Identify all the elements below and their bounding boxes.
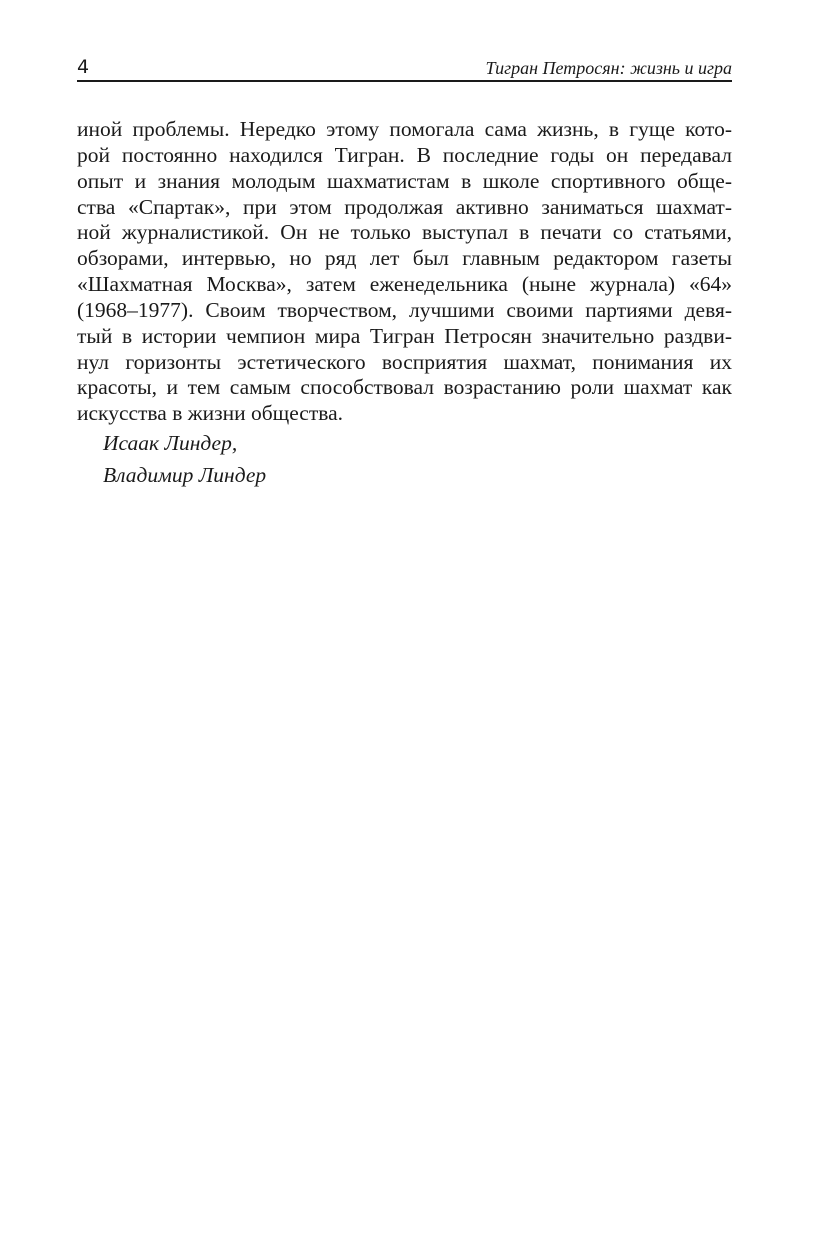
text-line: ной журналистикой. Он не только выступал в печати со статьями, xyxy=(77,220,732,245)
text-line: иной проблемы. Нередко этому помогала сама жизнь, в гуще кото- xyxy=(77,117,732,141)
body-text xyxy=(77,117,732,427)
text-line: опыт и знания молодым шахматистам в школе спортивного обще- xyxy=(77,168,732,193)
text-line: красоты, и тем самым способствовал возрастанию роли шахмат как xyxy=(77,375,732,400)
signature-author-1: Исаак Линдер, xyxy=(103,431,238,455)
text-line: ства «Спартак», при этом продолжая активно заниматься шахмат- xyxy=(77,194,732,219)
text-line: «Шахматная Москва», затем еженедельника (ныне журнала) «64» xyxy=(77,272,732,297)
signature-author-2: Владимир Линдер xyxy=(103,463,267,487)
text-line: рой постоянно находился Тигран. В последние годы он передавал xyxy=(77,142,732,167)
running-header xyxy=(77,50,732,82)
text-line: (1968–1977). Своим творчеством, лучшими своими партиями девя- xyxy=(77,297,732,322)
page-number: 4 xyxy=(77,56,90,78)
text-line: тый в истории чемпион мира Тигран Петросян значительно раздви- xyxy=(77,323,732,348)
text-line: искусства в жизни общества. xyxy=(77,401,344,426)
running-title: Тигран Петросян: жизнь и игра xyxy=(485,58,732,78)
text-line: нул горизонты эстетического восприятия шахмат, понимания их xyxy=(77,349,732,374)
text-line: обзорами, интервью, но ряд лет был главным редактором газеты xyxy=(77,246,732,271)
